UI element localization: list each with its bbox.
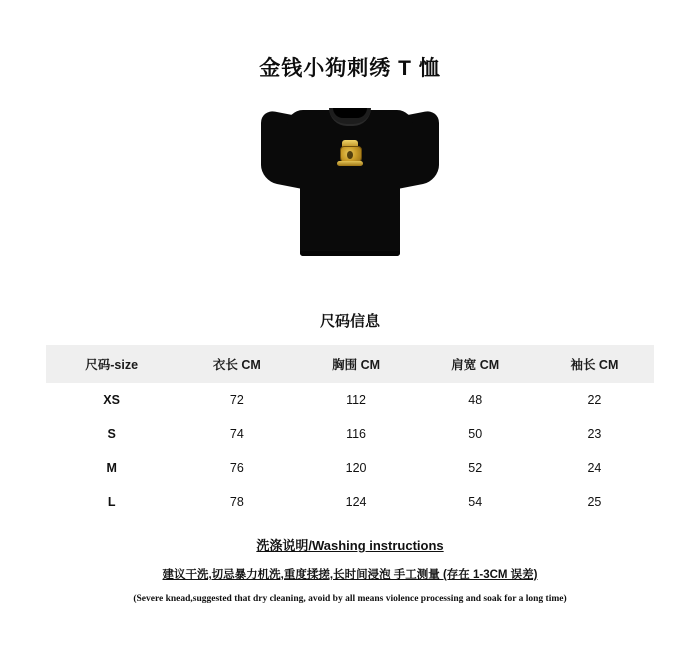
product-detail-page [0,52,700,653]
table-row [46,417,654,451]
crest-embroidery-icon [335,140,365,168]
tshirt-hem [300,251,400,256]
tshirt-collar-inner [333,108,367,118]
cell-length: 76 [229,461,244,475]
cell-sleeve: 23 [587,427,602,441]
cell-shoulder: 50 [468,427,483,441]
washing-instructions-cn: 建议干洗,切忌暴力机洗,重度揉搓,长时间浸泡 手工测量 (存在 1-3CM 误差) [162,569,538,581]
cell-shoulder: 54 [468,495,483,509]
cell-bust: 112 [346,393,367,407]
cell-bust: 116 [346,427,367,441]
cell-size: XS [103,393,120,407]
size-section-heading: 尺码信息 [319,313,380,330]
washing-instructions-title: 洗涤说明/Washing instructions [256,538,444,553]
product-image-area [0,104,700,256]
cell-length: 74 [229,427,244,441]
column-header-bust: 胸围 CM [296,345,415,383]
cell-size: S [107,427,116,441]
cell-size: L [107,495,116,509]
cell-shoulder: 48 [468,393,483,407]
cell-bust: 124 [345,495,367,509]
size-table [46,345,654,519]
tshirt-image [261,104,439,256]
washing-instructions-en: (Severe knead,suggested that dry cleaning, avoid by all means violence processing and soak for a long time) [133,594,567,604]
cell-sleeve: 22 [587,393,602,407]
column-header-length: 衣长 CM [177,345,296,383]
column-header-shoulder: 肩宽 CM [416,345,535,383]
column-header-sleeve: 袖长 CM [535,345,654,383]
cell-bust: 120 [345,461,367,475]
cell-sleeve: 25 [587,495,602,509]
cell-length: 72 [229,393,244,407]
table-row [46,485,654,519]
cell-shoulder: 52 [468,461,483,475]
crest-ribbon-part [337,161,363,166]
table-header-row [46,345,654,383]
cell-size: M [106,461,117,475]
table-row [46,383,654,417]
page-title: 金钱小狗刺绣 T 恤 [259,57,441,80]
table-row [46,451,654,485]
cell-sleeve: 24 [587,461,602,475]
cell-length: 78 [229,495,244,509]
column-header-size: 尺码-size [46,345,177,383]
crest-center-part [347,151,353,159]
